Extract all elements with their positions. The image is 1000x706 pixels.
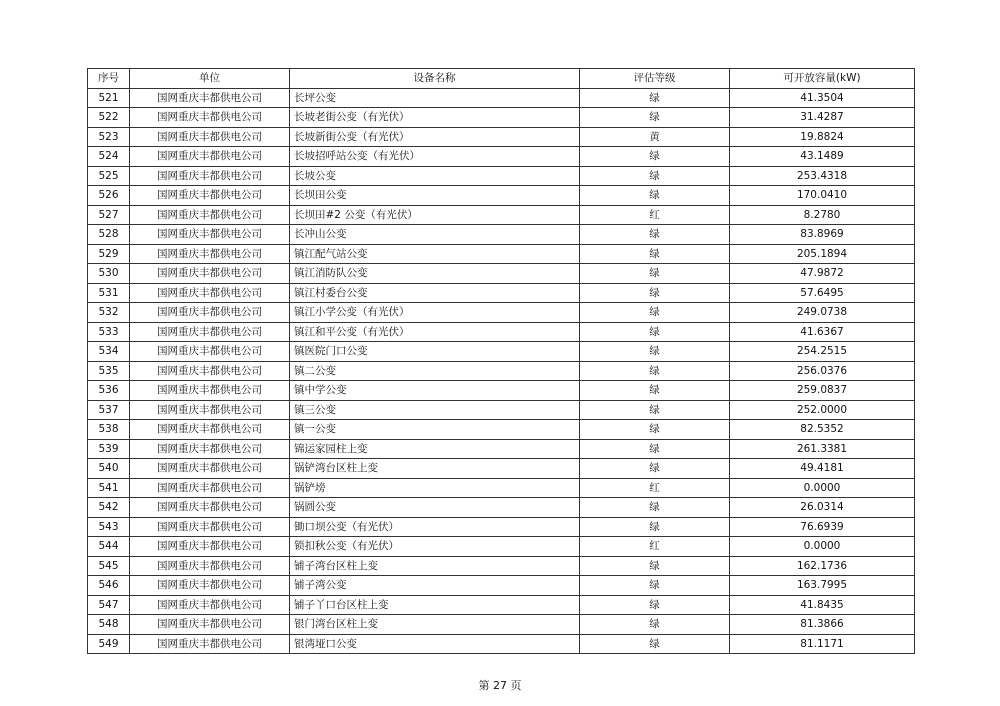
cell-device-name: 镇江配气站公变 — [290, 244, 580, 264]
cell-capacity: 261.3381 — [730, 439, 915, 459]
cell-device-name: 镇中学公变 — [290, 381, 580, 401]
cell-grade: 绿 — [580, 439, 730, 459]
cell-unit: 国网重庆丰都供电公司 — [130, 186, 290, 206]
cell-capacity: 81.3866 — [730, 615, 915, 635]
table-row — [88, 283, 915, 303]
table-row — [88, 595, 915, 615]
cell-grade: 绿 — [580, 283, 730, 303]
cell-capacity: 26.0314 — [730, 498, 915, 518]
cell-grade: 绿 — [580, 420, 730, 440]
cell-unit: 国网重庆丰都供电公司 — [130, 459, 290, 479]
cell-unit: 国网重庆丰都供电公司 — [130, 615, 290, 635]
col-header-seq: 序号 — [88, 69, 130, 89]
cell-device-name: 镇二公变 — [290, 361, 580, 381]
cell-device-name: 长坡老街公变（有光伏） — [290, 108, 580, 128]
cell-seq: 539 — [88, 439, 130, 459]
cell-seq: 531 — [88, 283, 130, 303]
table-row — [88, 244, 915, 264]
cell-grade: 绿 — [580, 342, 730, 362]
cell-seq: 529 — [88, 244, 130, 264]
cell-seq: 543 — [88, 517, 130, 537]
cell-device-name: 长坝田公变 — [290, 186, 580, 206]
cell-capacity: 49.4181 — [730, 459, 915, 479]
cell-device-name: 镇江和平公变（有光伏） — [290, 322, 580, 342]
cell-seq: 540 — [88, 459, 130, 479]
cell-capacity: 0.0000 — [730, 478, 915, 498]
cell-capacity: 170.0410 — [730, 186, 915, 206]
cell-unit: 国网重庆丰都供电公司 — [130, 225, 290, 245]
table-row — [88, 537, 915, 557]
cell-device-name: 长坡新街公变（有光伏） — [290, 127, 580, 147]
table-body — [88, 88, 915, 654]
cell-grade: 绿 — [580, 498, 730, 518]
cell-device-name: 银门湾台区柱上变 — [290, 615, 580, 635]
cell-device-name: 锦运家园柱上变 — [290, 439, 580, 459]
cell-grade: 绿 — [580, 264, 730, 284]
cell-capacity: 205.1894 — [730, 244, 915, 264]
cell-capacity: 162.1736 — [730, 556, 915, 576]
cell-unit: 国网重庆丰都供电公司 — [130, 322, 290, 342]
cell-grade: 绿 — [580, 88, 730, 108]
table-row — [88, 517, 915, 537]
table-row — [88, 361, 915, 381]
cell-device-name: 长坪公变 — [290, 88, 580, 108]
cell-grade: 绿 — [580, 634, 730, 654]
table-row — [88, 342, 915, 362]
table-row — [88, 634, 915, 654]
cell-capacity: 8.2780 — [730, 205, 915, 225]
cell-seq: 544 — [88, 537, 130, 557]
table-row — [88, 576, 915, 596]
cell-capacity: 76.6939 — [730, 517, 915, 537]
cell-capacity: 47.9872 — [730, 264, 915, 284]
cell-unit: 国网重庆丰都供电公司 — [130, 342, 290, 362]
cell-unit: 国网重庆丰都供电公司 — [130, 166, 290, 186]
cell-device-name: 银湾垭口公变 — [290, 634, 580, 654]
cell-grade: 红 — [580, 205, 730, 225]
table-header — [88, 69, 915, 89]
table-row — [88, 264, 915, 284]
cell-seq: 525 — [88, 166, 130, 186]
cell-unit: 国网重庆丰都供电公司 — [130, 381, 290, 401]
cell-capacity: 256.0376 — [730, 361, 915, 381]
cell-device-name: 镇江村委台公变 — [290, 283, 580, 303]
cell-unit: 国网重庆丰都供电公司 — [130, 576, 290, 596]
cell-device-name: 锅圆公变 — [290, 498, 580, 518]
cell-capacity: 41.3504 — [730, 88, 915, 108]
cell-seq: 530 — [88, 264, 130, 284]
cell-capacity: 43.1489 — [730, 147, 915, 167]
cell-grade: 绿 — [580, 147, 730, 167]
cell-seq: 546 — [88, 576, 130, 596]
cell-capacity: 41.6367 — [730, 322, 915, 342]
cell-device-name: 镇三公变 — [290, 400, 580, 420]
table-row — [88, 225, 915, 245]
cell-seq: 527 — [88, 205, 130, 225]
cell-seq: 533 — [88, 322, 130, 342]
cell-device-name: 铺子湾台区柱上变 — [290, 556, 580, 576]
cell-unit: 国网重庆丰都供电公司 — [130, 537, 290, 557]
cell-unit: 国网重庆丰都供电公司 — [130, 361, 290, 381]
table-row — [88, 127, 915, 147]
table-row — [88, 459, 915, 479]
cell-seq: 535 — [88, 361, 130, 381]
cell-device-name: 铺子湾公变 — [290, 576, 580, 596]
col-header-device: 设备名称 — [290, 69, 580, 89]
cell-capacity: 259.0837 — [730, 381, 915, 401]
cell-grade: 绿 — [580, 186, 730, 206]
cell-capacity: 252.0000 — [730, 400, 915, 420]
table-row — [88, 439, 915, 459]
table-row — [88, 322, 915, 342]
cell-grade: 绿 — [580, 381, 730, 401]
cell-device-name: 铺子丫口台区柱上变 — [290, 595, 580, 615]
cell-seq: 549 — [88, 634, 130, 654]
cell-device-name: 镇江消防队公变 — [290, 264, 580, 284]
cell-capacity: 31.4287 — [730, 108, 915, 128]
cell-seq: 536 — [88, 381, 130, 401]
cell-unit: 国网重庆丰都供电公司 — [130, 303, 290, 323]
cell-capacity: 0.0000 — [730, 537, 915, 557]
col-header-grade: 评估等级 — [580, 69, 730, 89]
cell-seq: 524 — [88, 147, 130, 167]
cell-grade: 黄 — [580, 127, 730, 147]
cell-unit: 国网重庆丰都供电公司 — [130, 400, 290, 420]
cell-grade: 绿 — [580, 108, 730, 128]
table-row — [88, 166, 915, 186]
cell-seq: 545 — [88, 556, 130, 576]
cell-device-name: 镇医院门口公变 — [290, 342, 580, 362]
cell-seq: 526 — [88, 186, 130, 206]
col-header-unit: 单位 — [130, 69, 290, 89]
cell-device-name: 长坝田#2 公变（有光伏） — [290, 205, 580, 225]
cell-seq: 534 — [88, 342, 130, 362]
cell-unit: 国网重庆丰都供电公司 — [130, 420, 290, 440]
cell-unit: 国网重庆丰都供电公司 — [130, 147, 290, 167]
cell-grade: 绿 — [580, 576, 730, 596]
cell-seq: 541 — [88, 478, 130, 498]
cell-unit: 国网重庆丰都供电公司 — [130, 634, 290, 654]
cell-seq: 538 — [88, 420, 130, 440]
table-row — [88, 381, 915, 401]
cell-unit: 国网重庆丰都供电公司 — [130, 244, 290, 264]
cell-grade: 绿 — [580, 556, 730, 576]
cell-unit: 国网重庆丰都供电公司 — [130, 88, 290, 108]
cell-capacity: 83.8969 — [730, 225, 915, 245]
table-row — [88, 108, 915, 128]
cell-capacity: 249.0738 — [730, 303, 915, 323]
cell-device-name: 锄口坝公变（有光伏） — [290, 517, 580, 537]
cell-device-name: 镇一公变 — [290, 420, 580, 440]
header-row — [88, 69, 915, 89]
cell-capacity: 82.5352 — [730, 420, 915, 440]
cell-capacity: 57.6495 — [730, 283, 915, 303]
cell-capacity: 19.8824 — [730, 127, 915, 147]
table-row — [88, 147, 915, 167]
cell-grade: 红 — [580, 478, 730, 498]
cell-seq: 542 — [88, 498, 130, 518]
page-number: 第 27 页 — [478, 679, 522, 692]
cell-unit: 国网重庆丰都供电公司 — [130, 556, 290, 576]
table-row — [88, 186, 915, 206]
cell-device-name: 长冲山公变 — [290, 225, 580, 245]
cell-seq: 548 — [88, 615, 130, 635]
table-row — [88, 88, 915, 108]
cell-grade: 绿 — [580, 166, 730, 186]
cell-capacity: 41.8435 — [730, 595, 915, 615]
cell-unit: 国网重庆丰都供电公司 — [130, 478, 290, 498]
cell-capacity: 253.4318 — [730, 166, 915, 186]
cell-device-name: 锁扣秋公变（有光伏） — [290, 537, 580, 557]
cell-unit: 国网重庆丰都供电公司 — [130, 205, 290, 225]
cell-grade: 绿 — [580, 400, 730, 420]
cell-unit: 国网重庆丰都供电公司 — [130, 264, 290, 284]
cell-unit: 国网重庆丰都供电公司 — [130, 439, 290, 459]
cell-unit: 国网重庆丰都供电公司 — [130, 127, 290, 147]
cell-grade: 绿 — [580, 303, 730, 323]
table-row — [88, 420, 915, 440]
cell-seq: 532 — [88, 303, 130, 323]
cell-grade: 绿 — [580, 517, 730, 537]
cell-unit: 国网重庆丰都供电公司 — [130, 498, 290, 518]
cell-capacity: 163.7995 — [730, 576, 915, 596]
cell-device-name: 锅铲塝 — [290, 478, 580, 498]
table-row — [88, 400, 915, 420]
col-header-capacity: 可开放容量(kW) — [730, 69, 915, 89]
cell-grade: 绿 — [580, 459, 730, 479]
cell-seq: 523 — [88, 127, 130, 147]
cell-capacity: 81.1171 — [730, 634, 915, 654]
table-row — [88, 615, 915, 635]
cell-capacity: 254.2515 — [730, 342, 915, 362]
table-row — [88, 303, 915, 323]
cell-seq: 521 — [88, 88, 130, 108]
cell-grade: 绿 — [580, 322, 730, 342]
cell-grade: 绿 — [580, 615, 730, 635]
table-row — [88, 478, 915, 498]
cell-device-name: 长坡招呼站公变（有光伏） — [290, 147, 580, 167]
cell-grade: 绿 — [580, 244, 730, 264]
table-row — [88, 205, 915, 225]
cell-seq: 522 — [88, 108, 130, 128]
cell-unit: 国网重庆丰都供电公司 — [130, 517, 290, 537]
cell-unit: 国网重庆丰都供电公司 — [130, 108, 290, 128]
cell-device-name: 长坡公变 — [290, 166, 580, 186]
cell-device-name: 镇江小学公变（有光伏） — [290, 303, 580, 323]
cell-seq: 547 — [88, 595, 130, 615]
table-row — [88, 556, 915, 576]
capacity-table — [87, 68, 915, 654]
table-row — [88, 498, 915, 518]
cell-unit: 国网重庆丰都供电公司 — [130, 283, 290, 303]
cell-seq: 528 — [88, 225, 130, 245]
cell-grade: 绿 — [580, 361, 730, 381]
cell-grade: 红 — [580, 537, 730, 557]
cell-grade: 绿 — [580, 225, 730, 245]
cell-seq: 537 — [88, 400, 130, 420]
cell-device-name: 锅铲湾台区柱上变 — [290, 459, 580, 479]
cell-unit: 国网重庆丰都供电公司 — [130, 595, 290, 615]
cell-grade: 绿 — [580, 595, 730, 615]
